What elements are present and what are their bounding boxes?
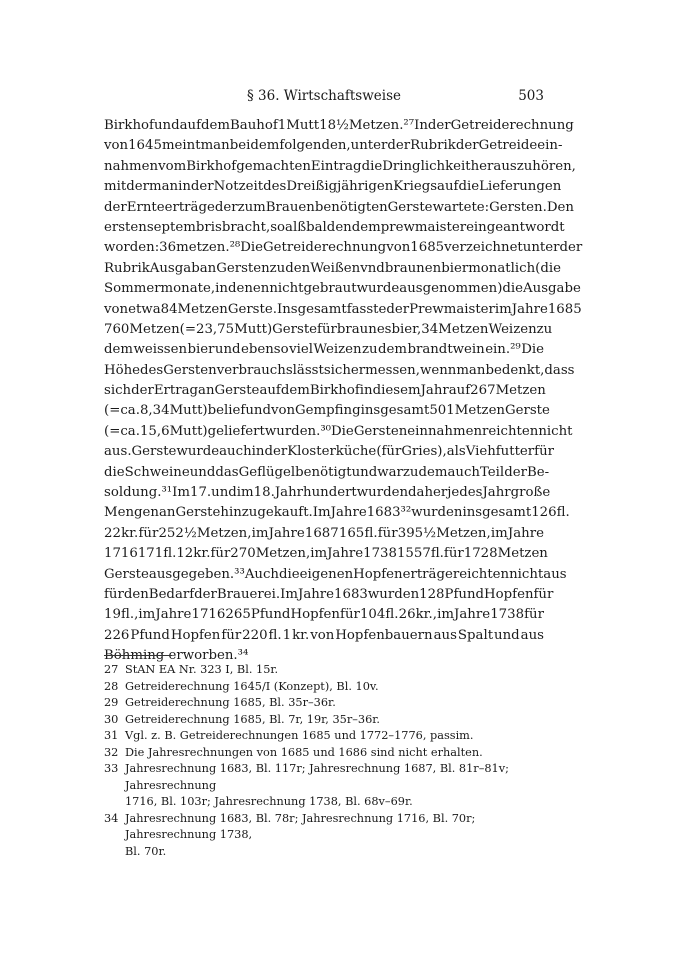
text-line: Rubrik Ausgab an Gersten zu den Weißen vnd braunen bier monatlich (die (104, 260, 561, 276)
footnote (104, 728, 544, 745)
running-header (104, 88, 544, 108)
text-line: 1716 171 fl. 12 kr. für 270 Metzen, im Jahre 1738 1557 fl. für 1728 Metzen (104, 546, 548, 562)
text-line: für den Bedarf der Brauerei. Im Jahre 1683 wurden 128 Pfund Hopfen für (104, 586, 554, 602)
text-line: Birkhof und auf dem Bauhof 1 Mutt 18½ Metzen.²⁷ In der Getreiderechnung (104, 118, 574, 133)
footnote-number: 27 (104, 663, 119, 676)
text-line: 226 Pfund Hopfen für 220 fl. 1 kr. von Hopfenbauern aus Spalt und aus (104, 627, 544, 643)
text-line: worden: 36 metzen.²⁸ Die Getreiderechnung von 1685 verzeichnet unter der (104, 240, 583, 256)
footnote (104, 695, 544, 712)
footnote (104, 761, 544, 811)
footnote-text-continued: Bl. 70r. (125, 844, 167, 858)
text-line: nahmen vom Birkhof gemachten Eintrag die Dringlichkeit herauszuhören, (104, 158, 576, 174)
text-line: sich der Ertrag an Gerste auf dem Birkhof in diesem Jahr auf 267 Metzen (104, 383, 546, 399)
text-line: die Schweine und das Geflügel benötigt und war zudem auch Teil der Be- (104, 464, 550, 480)
text-line: 760 Metzen (= 23,75 Mutt) Gerste für braunes bier, 34 Metzen Weizen zu (104, 321, 553, 337)
text-line: von etwa 84 Metzen Gerste. Insgesamt fasste der Prewmaister im Jahre 1685 (104, 301, 582, 317)
text-line: ersten septembris bracht, so alßbalden dem prewmaister eingeantwordt (104, 219, 565, 235)
text-line: (= ca. 8,34 Mutt) belief und von Gempfing insgesamt 501 Metzen Gerste (104, 403, 550, 419)
footnotes (104, 662, 544, 860)
footnote-text: Die Jahresrechnungen von 1685 und 1686 sind nicht erhalten. (125, 745, 483, 759)
section-title: § 36. Wirtschaftsweise (247, 88, 401, 104)
footnote-text-continued: 1716, Bl. 103r; Jahresrechnung 1738, Bl. 68v–69r. (125, 795, 413, 808)
footnote-text: Jahresrechnung 1683, Bl. 78r; Jahresrechnung 1716, Bl. 70r; Jahresrechnung 1738, (125, 811, 476, 841)
footnote-text: Getreiderechnung 1685, Bl. 35r–36r. (125, 696, 336, 709)
footnote (104, 745, 544, 762)
footnote-text: Getreiderechnung 1645/I (Konzept), Bl. 10v. (125, 679, 379, 693)
footnote (104, 679, 544, 696)
text-line: Gerste ausgegeben.³³ Auch die eigenen Hopfenerträge reichten nicht aus (104, 566, 567, 582)
text-line: von 1645 meint man bei dem folgenden, unter der Rubrik der Getreideein- (104, 138, 563, 154)
text-line: aus. Gerste wurde auch in der Klosterküche (für Gries), als Viehfutter für (104, 444, 554, 460)
text-line: dem weissen bier und ebenso viel Weizen zu dem brandtwein ein.²⁹ Die (104, 342, 544, 358)
text-line: Böhming erworben.³⁴ (104, 648, 249, 664)
body-text (104, 116, 583, 667)
footnote (104, 662, 544, 679)
text-line: soldung.³¹ Im 17. und im 18. Jahrhundert wurden daher jedes Jahr große (104, 485, 551, 501)
footnote (104, 712, 544, 729)
page-number: 503 (518, 88, 544, 104)
footnote-text: StAN EA Nr. 323 I, Bl. 15r. (125, 663, 279, 676)
footnote-number: 34 (104, 811, 119, 825)
footnote-number: 28 (104, 679, 119, 693)
text-line: Höhe des Gerstenverbrauchs lässt sich ermessen, wenn man bedenkt, dass (104, 362, 575, 378)
footnote-number: 29 (104, 696, 119, 709)
text-line: Sommermonate, in denen nicht gebraut wurde ausgenommen) die Ausgabe (104, 281, 581, 297)
footnote-text: Jahresrechnung 1683, Bl. 117r; Jahresrechnung 1687, Bl. 81r–81v; Jahresrechnung (125, 762, 509, 792)
footnote-text: Getreiderechnung 1685, Bl. 7r, 19r, 35r–36r. (125, 712, 381, 726)
text-line: Mengen an Gerste hinzugekauft. Im Jahre 1683³² wurden insgesamt 126 fl. (104, 505, 570, 521)
footnote-divider (104, 655, 172, 656)
footnote-number: 32 (104, 745, 119, 759)
footnote-text: Vgl. z. B. Getreiderechnungen 1685 und 1772–1776, passim. (125, 729, 474, 742)
footnote (104, 811, 544, 861)
footnote-number: 30 (104, 712, 119, 726)
text-line: 22 kr. für 252½ Metzen, im Jahre 1687 165 fl. für 395½ Metzen, im Jahre (104, 525, 544, 541)
footnote-number: 31 (104, 729, 119, 742)
text-line: 19 fl., im Jahre 1716 265 Pfund Hopfen für 104 fl. 26 kr., im Jahre 1738 für (104, 607, 544, 623)
text-line: (= ca. 15,6 Mutt) geliefert wurden.³⁰ Die Gersteneinnahmen reichten nicht (104, 423, 573, 439)
text-line: mit der man in der Notzeit des Dreißigjährigen Kriegs auf die Lieferungen (104, 179, 562, 195)
text-line: der Ernteerträge der zum Brauen benötigten Gerste wartete: Gersten. Den (104, 199, 574, 215)
footnote-number: 33 (104, 762, 119, 775)
